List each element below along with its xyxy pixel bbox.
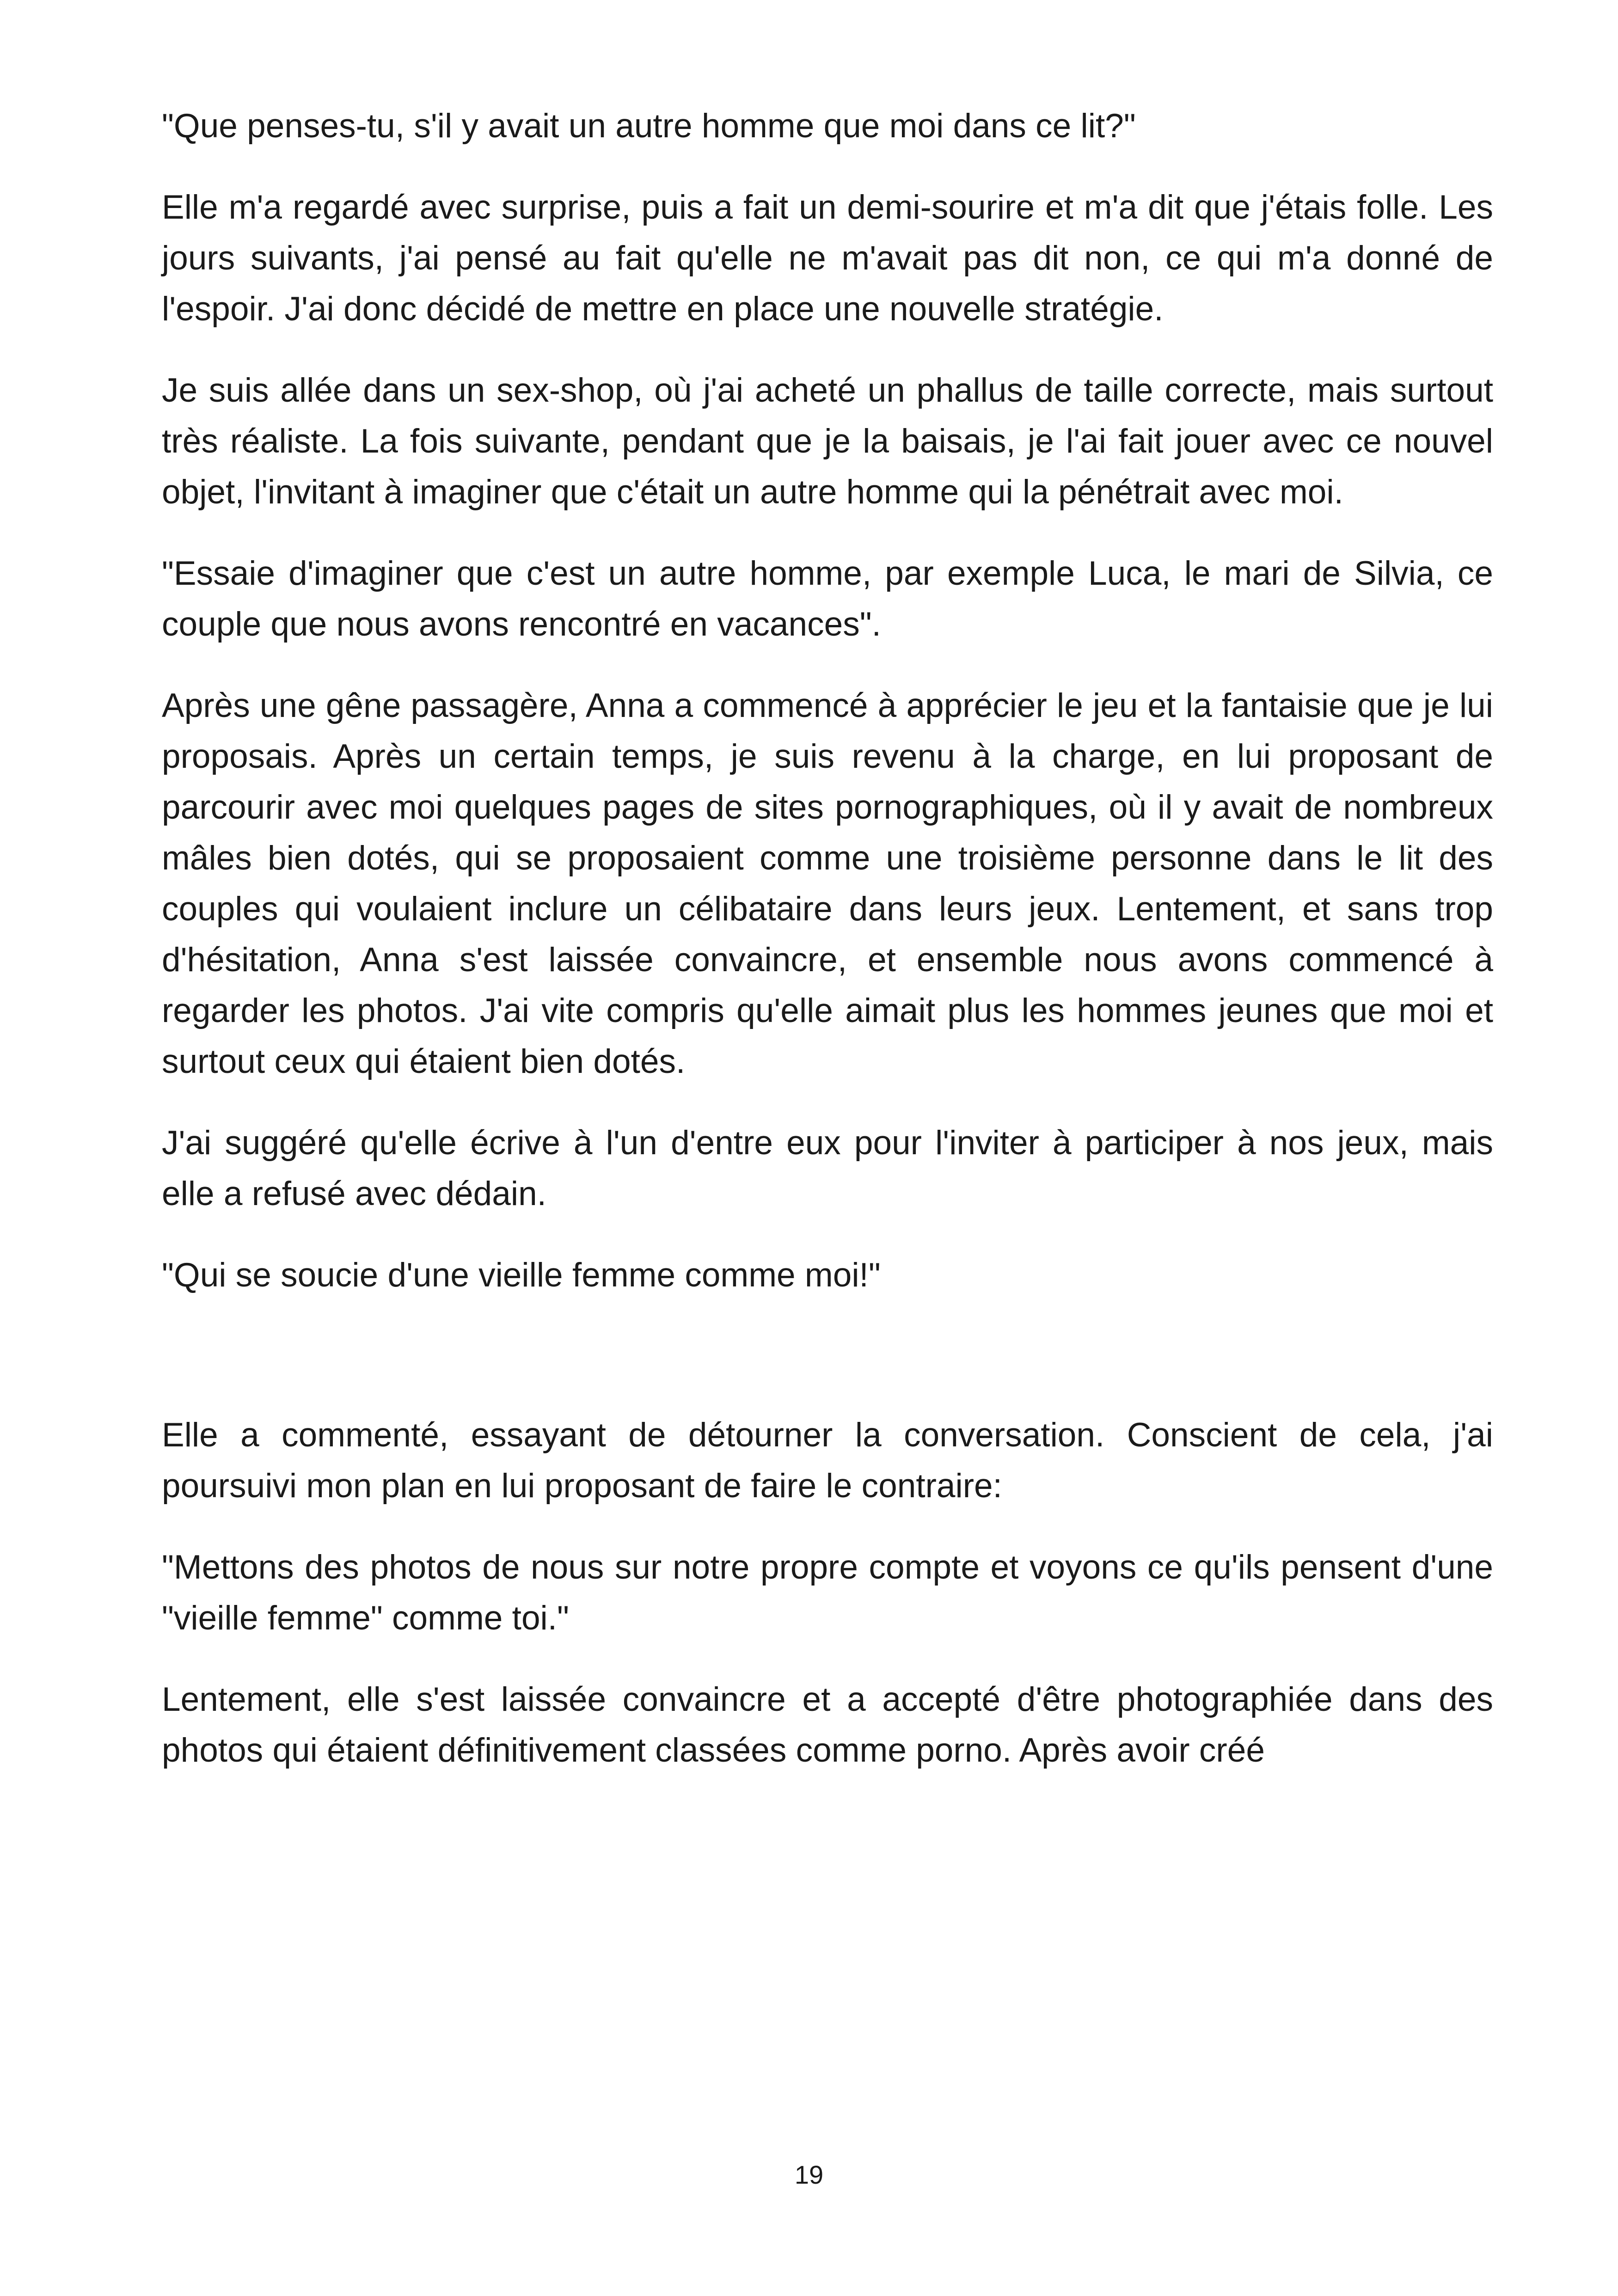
paragraph-8: Elle a commenté, essayant de détourner la conversation. Conscient de cela, j'ai poursuivi mon plan en lui proposant de faire le contraire:	[162, 1416, 1493, 1505]
paragraph-10: Lentement, elle s'est laissée convaincre et a accepté d'être photographiée dans des photos qui étaient définitivement classées comme porno. Après avoir créé	[162, 1681, 1493, 1769]
paragraph-2: Elle m'a regardé avec surprise, puis a fait un demi-sourire et m'a dit que j'étais folle. Les jours suivants, j'ai pensé au fait qu'elle ne m'avait pas dit non, ce qui m'a donné de l'espoir. J'ai donc décidé de mettre en place une nouvelle stratégie.	[162, 189, 1493, 328]
paragraph-5: Après une gêne passagère, Anna a commencé à apprécier le jeu et la fantaisie que je lui proposais. Après un certain temps, je suis revenu à la charge, en lui proposant de parcourir avec moi quelques pages de sites pornographiques, où il y avait de nombreux mâles bien dotés, qui se proposaient comme une troisième personne dans le lit des couples qui voulaient inclure un célibataire dans leurs jeux. Lentement, et sans trop d'hésitation, Anna s'est laissée convaincre, et ensemble nous avons commencé à regarder les photos. J'ai vite compris qu'elle aimait plus les hommes jeunes que moi et surtout ceux qui étaient bien dotés.	[162, 687, 1493, 1080]
paragraph-6: J'ai suggéré qu'elle écrive à l'un d'entre eux pour l'inviter à participer à nos jeux, mais elle a refusé avec dédain.	[162, 1124, 1493, 1212]
paragraph-1: "Que penses-tu, s'il y avait un autre homme que moi dans ce lit?"	[162, 107, 1136, 145]
paragraph-4: "Essaie d'imaginer que c'est un autre homme, par exemple Luca, le mari de Silvia, ce couple que nous avons rencontré en vacances".	[162, 555, 1493, 643]
page-number: 19	[794, 2160, 824, 2189]
paragraph-9: "Mettons des photos de nous sur notre propre compte et voyons ce qu'ils pensent d'une "vieille femme" comme toi."	[162, 1549, 1493, 1637]
paragraph-7: "Qui se soucie d'une vieille femme comme moi!"	[162, 1256, 881, 1294]
body-text	[162, 101, 1493, 1806]
paragraph-3: Je suis allée dans un sex-shop, où j'ai acheté un phallus de taille correcte, mais surtout très réaliste. La fois suivante, pendant que je la baisais, je l'ai fait jouer avec ce nouvel objet, l'invitant à imaginer que c'était un autre homme qui la pénétrait avec moi.	[162, 372, 1493, 511]
